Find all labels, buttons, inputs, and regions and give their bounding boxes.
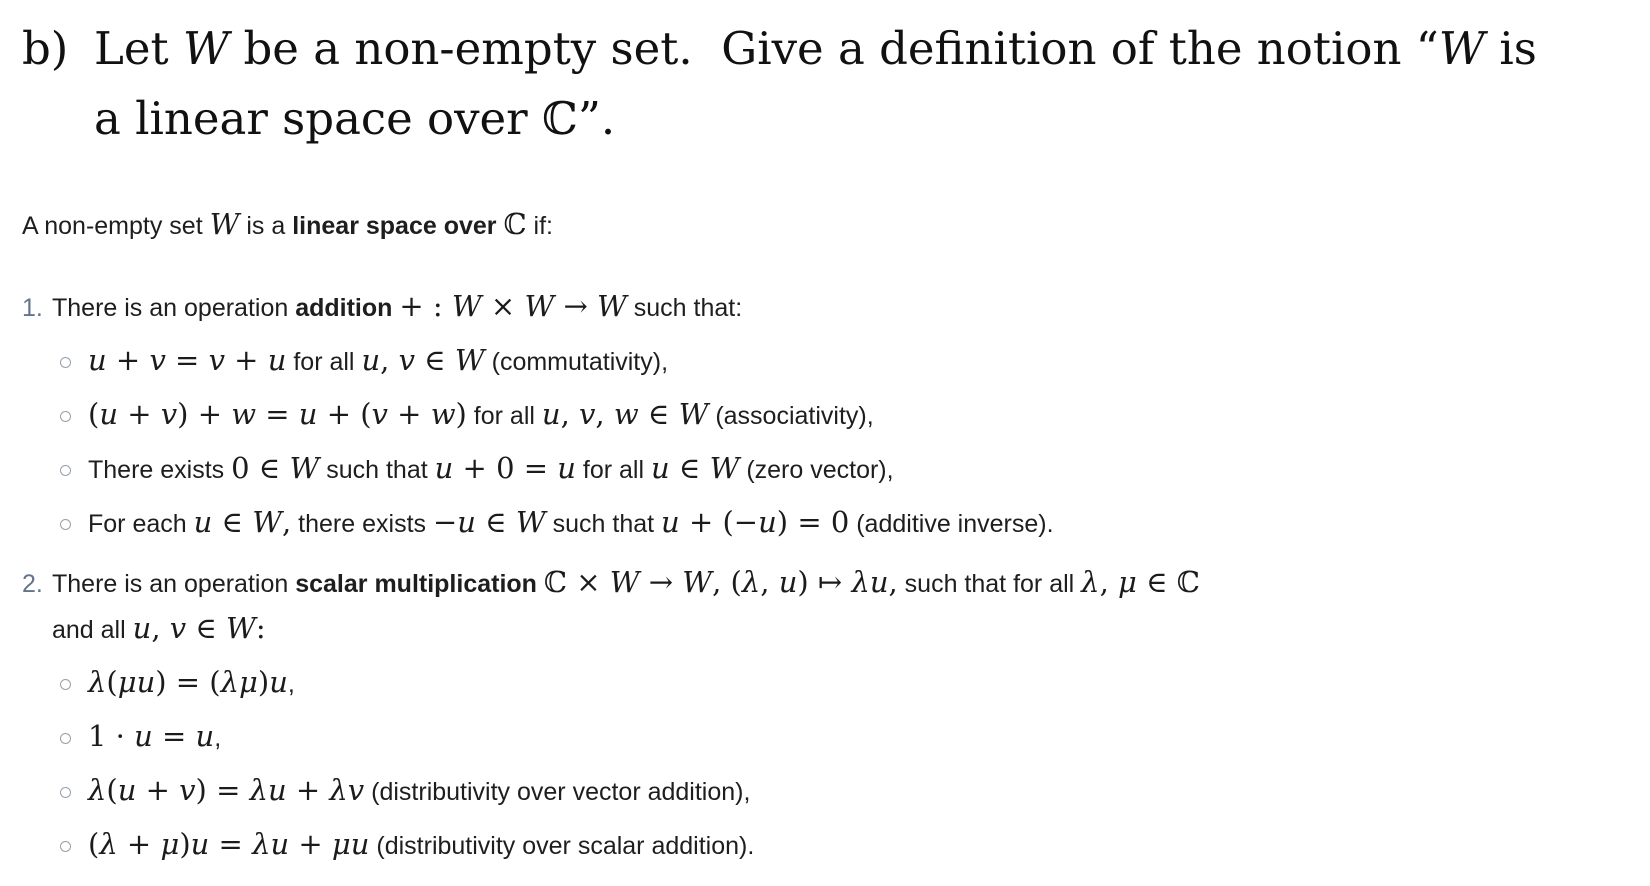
math-run: λv bbox=[329, 773, 365, 807]
math-run: u bbox=[117, 773, 137, 807]
definition-list bbox=[22, 285, 1626, 879]
math-run: ℂ × bbox=[543, 565, 610, 599]
text-run: A non-empty set bbox=[22, 212, 210, 240]
text-run: a linear space over ℂ”. bbox=[94, 92, 616, 145]
question-text bbox=[94, 14, 1626, 154]
math-run: W bbox=[226, 611, 256, 645]
math-run: W bbox=[515, 505, 546, 539]
text-run: such that bbox=[545, 510, 662, 538]
math-run: , bbox=[888, 565, 898, 599]
math-run: W bbox=[524, 289, 555, 323]
math-run: W bbox=[597, 289, 627, 323]
math-run: λ bbox=[741, 565, 761, 599]
math-run: , bbox=[595, 397, 614, 431]
text-run: such that for all bbox=[897, 570, 1082, 598]
math-run: + bbox=[289, 827, 332, 861]
math-run: W bbox=[682, 565, 713, 599]
text-run: is a bbox=[239, 212, 293, 240]
math-run: , bbox=[380, 343, 399, 377]
math-run: μ bbox=[1118, 565, 1137, 599]
math-run: + bbox=[224, 343, 268, 377]
math-run: ∈ bbox=[475, 505, 516, 539]
scalar-multiplication-axioms bbox=[52, 661, 1626, 869]
math-run: ∈ bbox=[669, 451, 710, 485]
text-run: There exists bbox=[88, 456, 232, 484]
axiom-text bbox=[88, 661, 1626, 707]
math-run: u bbox=[661, 505, 680, 539]
axiom-text bbox=[88, 823, 1626, 869]
math-run: ) + bbox=[177, 397, 232, 431]
math-run: ∈ bbox=[414, 343, 455, 377]
math-run: u bbox=[88, 343, 107, 377]
math-run: + bbox=[286, 773, 330, 807]
text-run: such that: bbox=[626, 294, 743, 322]
math-run: ) bbox=[455, 397, 467, 431]
math-run: + 0 = bbox=[453, 451, 558, 485]
list-item-body bbox=[52, 561, 1626, 879]
math-run: λu bbox=[252, 827, 290, 861]
math-run: u bbox=[434, 451, 454, 485]
text-run: There is an operation bbox=[52, 294, 296, 322]
math-run: u bbox=[267, 343, 287, 377]
math-run: → bbox=[554, 289, 598, 323]
axiom-text bbox=[88, 339, 1626, 385]
question-label: b) bbox=[22, 22, 69, 75]
math-run: v bbox=[208, 343, 225, 377]
text-run: (associativity), bbox=[708, 402, 874, 430]
math-run: u bbox=[190, 827, 210, 861]
circle-bullet-icon bbox=[60, 733, 71, 744]
text-run: and all bbox=[52, 616, 133, 644]
math-run: + (− bbox=[679, 505, 759, 539]
math-run: ∈ bbox=[186, 611, 227, 645]
scalar-multiplication-statement bbox=[52, 561, 1626, 653]
math-run: ) = bbox=[195, 773, 250, 807]
math-run: 0 ∈ bbox=[231, 451, 290, 485]
math-run: μ bbox=[160, 827, 180, 861]
math-run: μu bbox=[117, 665, 156, 699]
math-run: = bbox=[152, 719, 196, 753]
circle-bullet-icon bbox=[60, 787, 71, 798]
math-run: W bbox=[454, 343, 485, 377]
list-item-addition bbox=[22, 285, 1626, 557]
math-run: u bbox=[193, 505, 213, 539]
math-run: w bbox=[430, 397, 456, 431]
math-run: ) bbox=[257, 665, 270, 699]
math-run: v bbox=[371, 397, 388, 431]
math-run: W bbox=[289, 451, 320, 485]
math-run: λ bbox=[88, 665, 107, 699]
axiom-item bbox=[60, 339, 1626, 385]
math-run: ( bbox=[88, 397, 100, 431]
math-run: , bbox=[1099, 565, 1118, 599]
circle-bullet-icon bbox=[60, 465, 71, 476]
math-run: λu bbox=[249, 773, 287, 807]
math-run: λu bbox=[851, 565, 889, 599]
text-run: (zero vector), bbox=[739, 456, 894, 484]
math-run: → bbox=[639, 565, 683, 599]
math-run: λ bbox=[1081, 565, 1100, 599]
math-run: u bbox=[99, 397, 119, 431]
text-run: linear space over bbox=[292, 212, 497, 240]
text-run: , bbox=[287, 670, 295, 698]
text-run: W bbox=[1438, 22, 1486, 75]
circle-bullet-icon bbox=[60, 519, 71, 530]
text-run: W bbox=[182, 22, 230, 75]
math-run: μu bbox=[331, 827, 370, 861]
text-run: for all bbox=[575, 456, 651, 484]
math-run: + ( bbox=[317, 397, 372, 431]
math-run: u bbox=[541, 397, 561, 431]
axiom-text bbox=[88, 447, 1626, 493]
math-run: ℂ bbox=[503, 207, 527, 241]
math-run: W bbox=[451, 289, 482, 323]
math-run: W bbox=[709, 451, 740, 485]
question-heading bbox=[22, 14, 1626, 154]
math-run: , ( bbox=[712, 565, 742, 599]
math-run: u bbox=[132, 611, 152, 645]
text-run: for all bbox=[466, 402, 542, 430]
axiom-item bbox=[60, 393, 1626, 439]
math-run: W bbox=[678, 397, 709, 431]
list-number: 1. bbox=[22, 294, 43, 322]
math-run: + bbox=[117, 827, 161, 861]
math-run: , bbox=[560, 397, 579, 431]
axiom-item bbox=[60, 447, 1626, 493]
text-run: For each bbox=[88, 510, 194, 538]
axiom-item bbox=[60, 661, 1626, 707]
math-run: ) bbox=[179, 827, 191, 861]
definition-intro bbox=[22, 208, 1626, 245]
math-run: ∈ ℂ bbox=[1136, 565, 1200, 599]
math-run: u bbox=[758, 505, 777, 539]
text-run: Let bbox=[94, 22, 183, 75]
list-number: 2. bbox=[22, 570, 43, 598]
math-run: u bbox=[298, 397, 318, 431]
text-run: (commutativity), bbox=[484, 348, 669, 376]
text-run: There is an operation bbox=[52, 570, 296, 598]
circle-bullet-icon bbox=[60, 357, 71, 368]
math-run: λ bbox=[99, 827, 118, 861]
math-run: v bbox=[160, 397, 178, 431]
math-run: u bbox=[361, 343, 381, 377]
math-run: λμ bbox=[220, 665, 258, 699]
text-run: is bbox=[1485, 22, 1537, 75]
math-run: ) = ( bbox=[155, 665, 221, 699]
circle-bullet-icon bbox=[60, 841, 71, 852]
list-item-scalar-multiplication bbox=[22, 561, 1626, 879]
math-run: v bbox=[149, 343, 166, 377]
math-run: ∈ bbox=[212, 505, 253, 539]
math-run: + bbox=[118, 397, 161, 431]
axiom-item bbox=[60, 769, 1626, 815]
math-run: , bbox=[282, 505, 292, 539]
math-run: ( bbox=[106, 665, 118, 699]
axiom-item bbox=[60, 501, 1626, 547]
math-run: v bbox=[169, 611, 187, 645]
addition-axioms bbox=[52, 339, 1626, 547]
list-item-body bbox=[52, 285, 1626, 557]
math-run: × bbox=[481, 289, 525, 323]
addition-statement bbox=[52, 285, 1626, 331]
math-run: + : bbox=[399, 289, 452, 323]
math-run: ) ↦ bbox=[797, 565, 852, 599]
text-run: for all bbox=[286, 348, 362, 376]
math-run: u bbox=[650, 451, 670, 485]
math-run: = bbox=[165, 343, 209, 377]
math-run: + bbox=[136, 773, 180, 807]
math-run: ( bbox=[88, 827, 100, 861]
math-run: , bbox=[151, 611, 170, 645]
text-run bbox=[537, 570, 544, 598]
math-run: , bbox=[760, 565, 779, 599]
text-run: there exists bbox=[291, 510, 433, 538]
math-run: + bbox=[387, 397, 431, 431]
math-run: + bbox=[106, 343, 150, 377]
math-run: : bbox=[255, 611, 266, 645]
math-run: v bbox=[179, 773, 196, 807]
text-run: addition bbox=[295, 294, 393, 322]
math-run: ( bbox=[106, 773, 118, 807]
math-run: ∈ bbox=[638, 397, 679, 431]
circle-bullet-icon bbox=[60, 411, 71, 422]
text-run: (additive inverse). bbox=[849, 510, 1054, 538]
text-run: scalar multiplication bbox=[295, 570, 537, 598]
math-run: W bbox=[252, 505, 283, 539]
math-run: − bbox=[432, 505, 458, 539]
axiom-item bbox=[60, 715, 1626, 761]
math-run: u bbox=[457, 505, 476, 539]
axiom-text bbox=[88, 501, 1626, 547]
math-run: = bbox=[256, 397, 299, 431]
math-run: u bbox=[778, 565, 798, 599]
text-run: , bbox=[214, 724, 222, 752]
axiom-text bbox=[88, 393, 1626, 439]
math-run: w bbox=[231, 397, 257, 431]
math-run: = bbox=[209, 827, 253, 861]
text-run: (distributivity over vector addition), bbox=[364, 778, 751, 806]
math-run: ) = 0 bbox=[776, 505, 850, 539]
axiom-text bbox=[88, 715, 1626, 761]
text-run: (distributivity over scalar addition). bbox=[369, 832, 755, 860]
math-run: W bbox=[609, 565, 640, 599]
math-run: v bbox=[579, 397, 596, 431]
math-run: u bbox=[195, 719, 215, 753]
math-run: 1 · bbox=[88, 719, 135, 753]
text-run: be a non-empty set. Give a definition of the notion “ bbox=[229, 22, 1439, 75]
math-run: w bbox=[613, 397, 639, 431]
math-run: u bbox=[134, 719, 153, 753]
math-run: λ bbox=[88, 773, 107, 807]
text-run: such that bbox=[319, 456, 435, 484]
math-run: u bbox=[269, 665, 288, 699]
axiom-text bbox=[88, 769, 1626, 815]
axiom-item bbox=[60, 823, 1626, 869]
math-run: u bbox=[557, 451, 576, 485]
math-run: v bbox=[398, 343, 415, 377]
math-run: W bbox=[209, 207, 240, 241]
circle-bullet-icon bbox=[60, 679, 71, 690]
text-run: if: bbox=[526, 212, 553, 240]
